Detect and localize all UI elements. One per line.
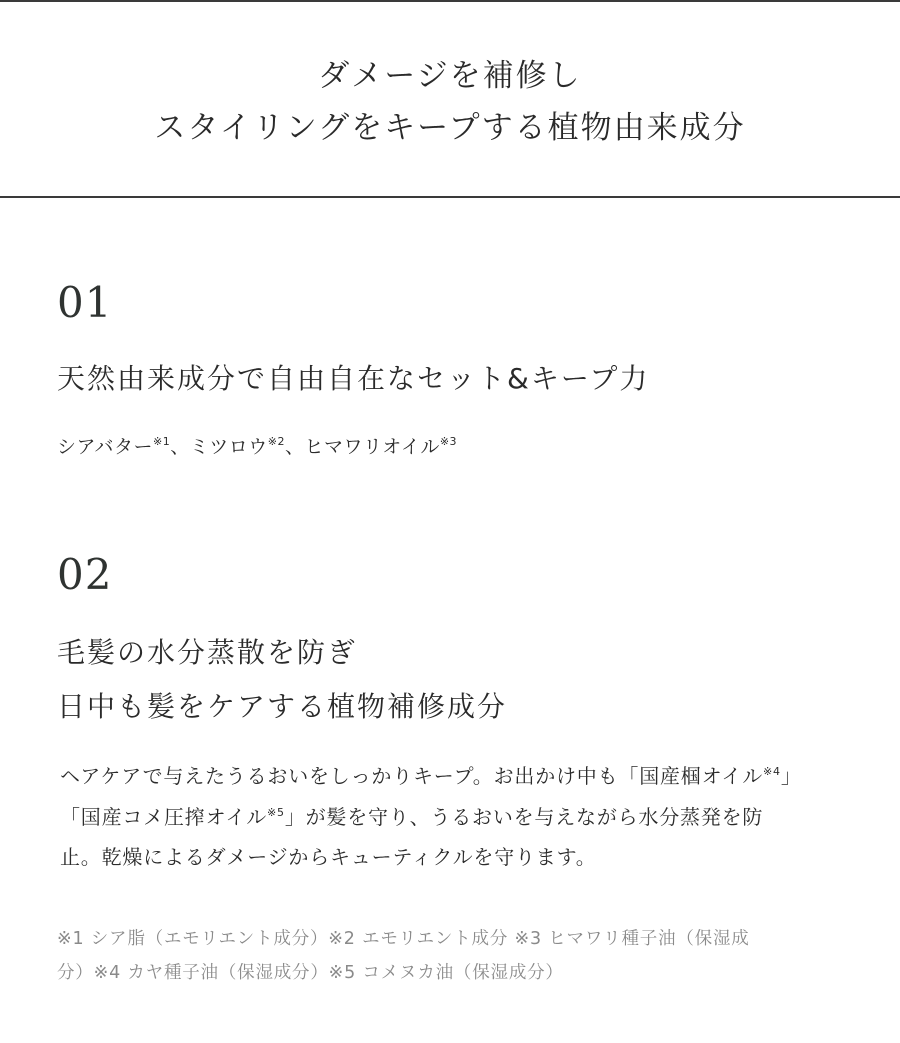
ingredient-sunflower-oil: ヒマワリオイル	[304, 436, 440, 458]
description-line-2-text: 」が髪を守り、うるおいを与えながら水分蒸発を防	[284, 804, 764, 829]
footnote-mark-4: ※4	[763, 765, 781, 778]
ingredient-shea-butter: シアバター	[57, 436, 153, 458]
top-divider	[0, 0, 900, 2]
section-1-number: 01	[57, 278, 113, 327]
description-line-2-open: 「国産コメ圧搾オイル	[60, 804, 267, 829]
footnotes-line-2: 分）※4 カヤ種子油（保湿成分）※5 コメヌカ油（保湿成分）	[57, 963, 564, 983]
section-1-ingredients	[57, 430, 857, 464]
footnotes	[57, 922, 857, 990]
section-2-number: 02	[57, 550, 113, 599]
section-2-description	[60, 756, 858, 878]
footnote-mark-5: ※5	[267, 805, 285, 819]
description-line-2	[60, 797, 858, 838]
heading-divider	[0, 196, 900, 198]
description-line-3: 止。乾燥によるダメージからキューティクルを守ります。	[60, 845, 597, 869]
section-2-title	[57, 626, 857, 734]
heading-line-1: ダメージを補修し	[318, 58, 582, 94]
description-line-1	[60, 756, 858, 797]
description-line-1-text: ヘアケアで与えたうるおいをしっかりキープ。お出かけ中も「国産椢オイル	[60, 764, 763, 788]
footnote-mark-1: ※1	[152, 435, 171, 448]
ingredient-separator: 、	[284, 436, 305, 458]
footnotes-line-1: ※1 シア脂（エモリエント成分）※2 エモリエント成分 ※3 ヒマワリ種子油（保湿成	[57, 929, 750, 949]
section-1-title-text: 天然由来成分で自由自在なセット&キープ力	[57, 362, 650, 395]
ingredient-separator: 、	[170, 436, 190, 458]
footnote-mark-2: ※2	[267, 435, 285, 448]
section-2-title-line-2: 日中も髪をケアする植物補修成分	[57, 690, 508, 723]
section-1-title	[57, 352, 857, 406]
heading-line-2: スタイリングをキープする植物由来成分	[154, 110, 746, 146]
ingredient-beeswax: ミツロウ	[189, 436, 268, 458]
description-line-1-close: 」	[780, 764, 802, 788]
footnote-mark-3: ※3	[439, 435, 458, 448]
section-heading	[0, 50, 900, 154]
section-2-title-line-1: 毛髪の水分蒸散を防ぎ	[57, 636, 358, 669]
